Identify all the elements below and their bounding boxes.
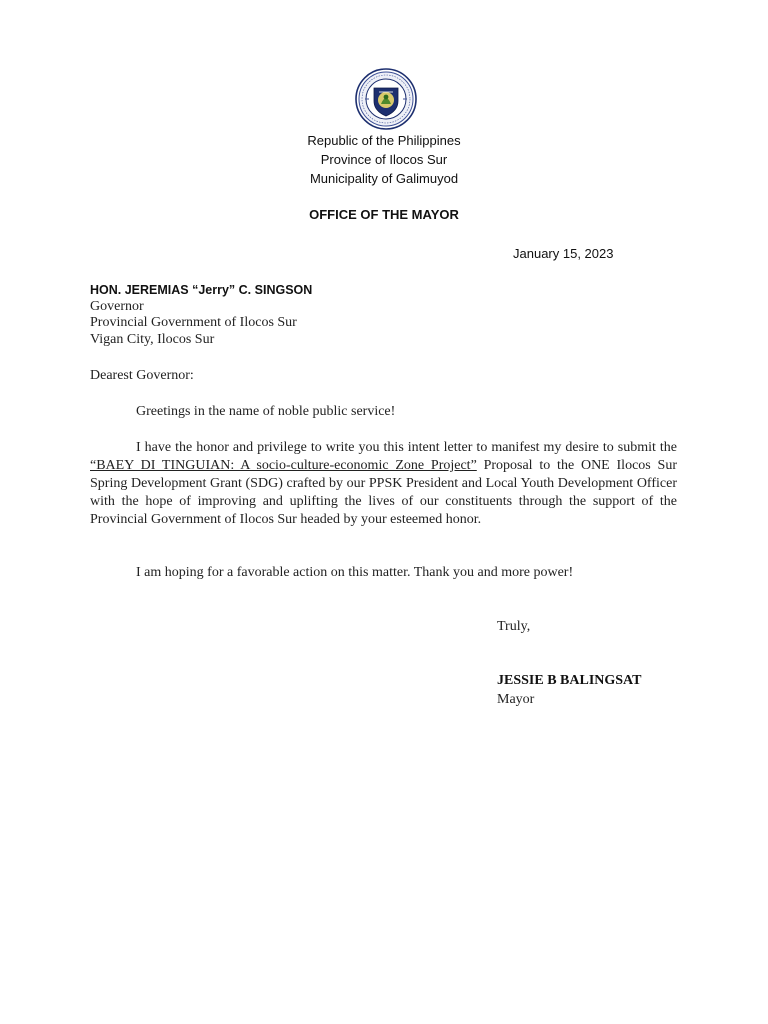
- addressee-name: HON. JEREMIAS “Jerry” C. SINGSON: [90, 283, 313, 297]
- salutation: Dearest Governor:: [90, 368, 194, 383]
- signature-block: [497, 671, 641, 709]
- letterhead-municipality: Municipality of Galimuyod: [309, 171, 459, 186]
- letter-date: January 15, 2023: [513, 246, 614, 261]
- main-paragraph-intro: I have the honor and privilege to write you this intent letter to manifest my desire to submit the: [136, 440, 677, 455]
- signatory-title: Mayor: [497, 692, 535, 707]
- closing-paragraph: I am hoping for a favorable action on this matter. Thank you and more power!: [136, 565, 574, 580]
- project-title: “BAEY DI TINGUIAN: A socio-culture-economic Zone Project”: [90, 458, 477, 473]
- signatory-name: JESSIE B BALINGSAT: [497, 673, 642, 688]
- addressee-organization: Provincial Government of Ilocos Sur: [90, 315, 297, 330]
- addressee-block: [90, 282, 312, 348]
- complimentary-close: Truly,: [497, 619, 531, 634]
- main-paragraph-rest: Proposal to the ONE Ilocos Sur Spring Development Grant (SDG) crafted by our PPSK President and Local Youth Development Officer with the hope of improving and uplifting the lives of our constituents through the support of the Provincial Government of Ilocos Sur headed by your esteemed honor.: [90, 458, 677, 527]
- letterhead-country: Republic of the Philippines: [307, 133, 461, 148]
- addressee-address: Vigan City, Ilocos Sur: [90, 331, 215, 347]
- letterhead-province: Province of Ilocos Sur: [320, 152, 448, 167]
- addressee-title: Governor: [90, 298, 144, 314]
- greeting-paragraph: Greetings in the name of noble public service!: [136, 404, 396, 419]
- main-paragraph: [90, 439, 677, 529]
- letterhead: [0, 131, 768, 188]
- municipal-seal-icon: [355, 68, 417, 130]
- office-title: OFFICE OF THE MAYOR: [309, 207, 459, 222]
